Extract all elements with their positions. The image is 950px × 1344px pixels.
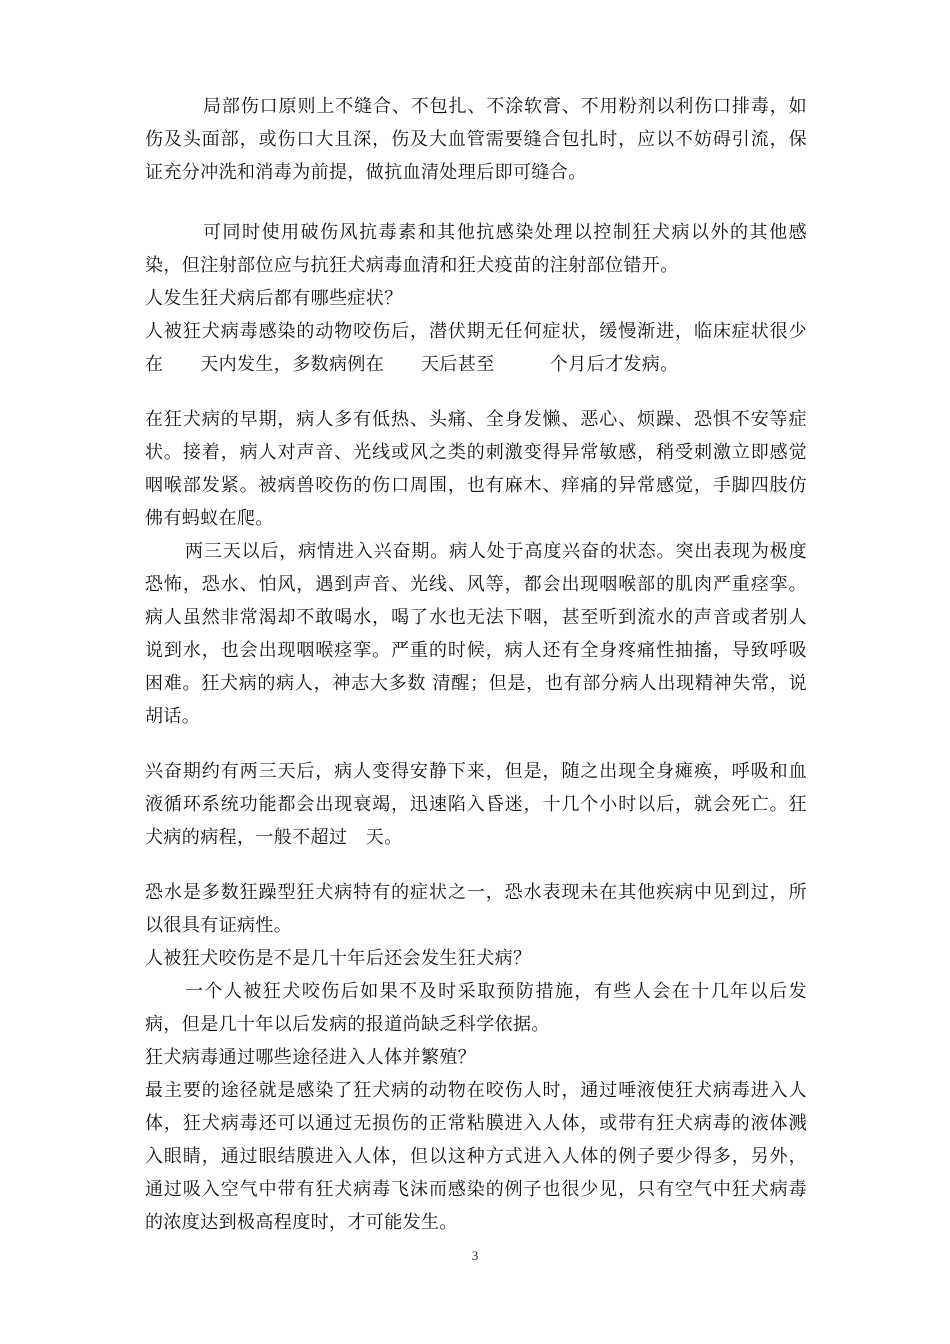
paragraph-hydrophobia: 恐水是多数狂躁型狂犬病特有的症状之一，恐水表现未在其他疾病中见到过，所以很具有证病性。: [145, 882, 807, 936]
heading-symptoms: 人发生狂犬病后都有哪些症状？: [145, 288, 403, 309]
page-number: 3: [471, 1248, 479, 1263]
paragraph-anti-infection: 可同时使用破伤风抗毒素和其他抗感染处理以控制狂犬病以外的其他感染，但注射部位应与抗狂犬病毒血清和狂犬疫苗的注射部位错开。: [145, 222, 807, 276]
heading-transmission: 狂犬病毒通过哪些途径进入人体并繁殖？: [145, 1047, 477, 1068]
heading-decades-later: 人被狂犬咬伤是不是几十年后还会发生狂犬病？: [145, 948, 532, 969]
paragraph-early-stage: 在狂犬病的早期，病人多有低热、头痛、全身发懒、恶心、烦躁、恐惧不安等症状。接着，病人对声音、光线或风之类的刺激变得异常敏感，稍受刺激立即感觉咽喉部发紧。被病兽咬伤的伤口周围，也有麻木、痒痛的异常感觉，手脚四肢仿佛有蚂蚁在爬。: [145, 409, 807, 529]
paragraph-incubation: 人被狂犬病毒感染的动物咬伤后，潜伏期无任何症状，缓慢渐进，临床症状很少在 天内发生，多数病例在 天后甚至 个月后才发病。: [145, 321, 807, 375]
document-body: [145, 90, 807, 1239]
paragraph-excitement-stage: 两三天以后，病情进入兴奋期。病人处于高度兴奋的状态。突出表现为极度恐怖，恐水、怕风，遇到声音、光线、风等，都会出现咽喉部的肌肉严重痉挛。病人虽然非常渴却不敢喝水，喝了水也无法下咽，甚至听到流水的声音或者别人说到水，也会出现咽喉痉挛。严重的时候，病人还有全身疼痛性抽搐，导致呼吸困难。狂犬病的病人，神志大多数 清醒；但是，也有部分病人出现精神失常，说胡话。: [145, 541, 807, 727]
paragraph-decades-answer: 一个人被狂犬咬伤后如果不及时采取预防措施，有些人会在十几年以后发病，但是几十年以后发病的报道尚缺乏科学依据。: [145, 981, 807, 1035]
paragraph-wound-care: 局部伤口原则上不缝合、不包扎、不涂软膏、不用粉剂以利伤口排毒，如伤及头面部，或伤口大且深，伤及大血管需要缝合包扎时，应以不妨碍引流，保证充分冲洗和消毒为前提，做抗血清处理后即可缝合。: [145, 96, 807, 183]
paragraph-paralysis-stage: 兴奋期约有两三天后，病人变得安静下来，但是，随之出现全身瘫痪，呼吸和血液循环系统功能都会出现衰竭，迅速陷入昏迷，十几个小时以后，就会死亡。狂犬病的病程，一般不超过 天。: [145, 761, 807, 848]
paragraph-transmission: 最主要的途径就是感染了狂犬病的动物在咬伤人时，通过唾液使狂犬病毒进入人体，狂犬病毒还可以通过无损伤的正常粘膜进入人体，或带有狂犬病毒的液体溅入眼睛，通过眼结膜进入人体，但以这种方式进入人体的例子要少得多，另外，通过吸入空气中带有狂犬病毒飞沫而感染的例子也很少见，只有空气中狂犬病毒的浓度达到极高程度时，才可能发生。: [145, 1080, 807, 1233]
